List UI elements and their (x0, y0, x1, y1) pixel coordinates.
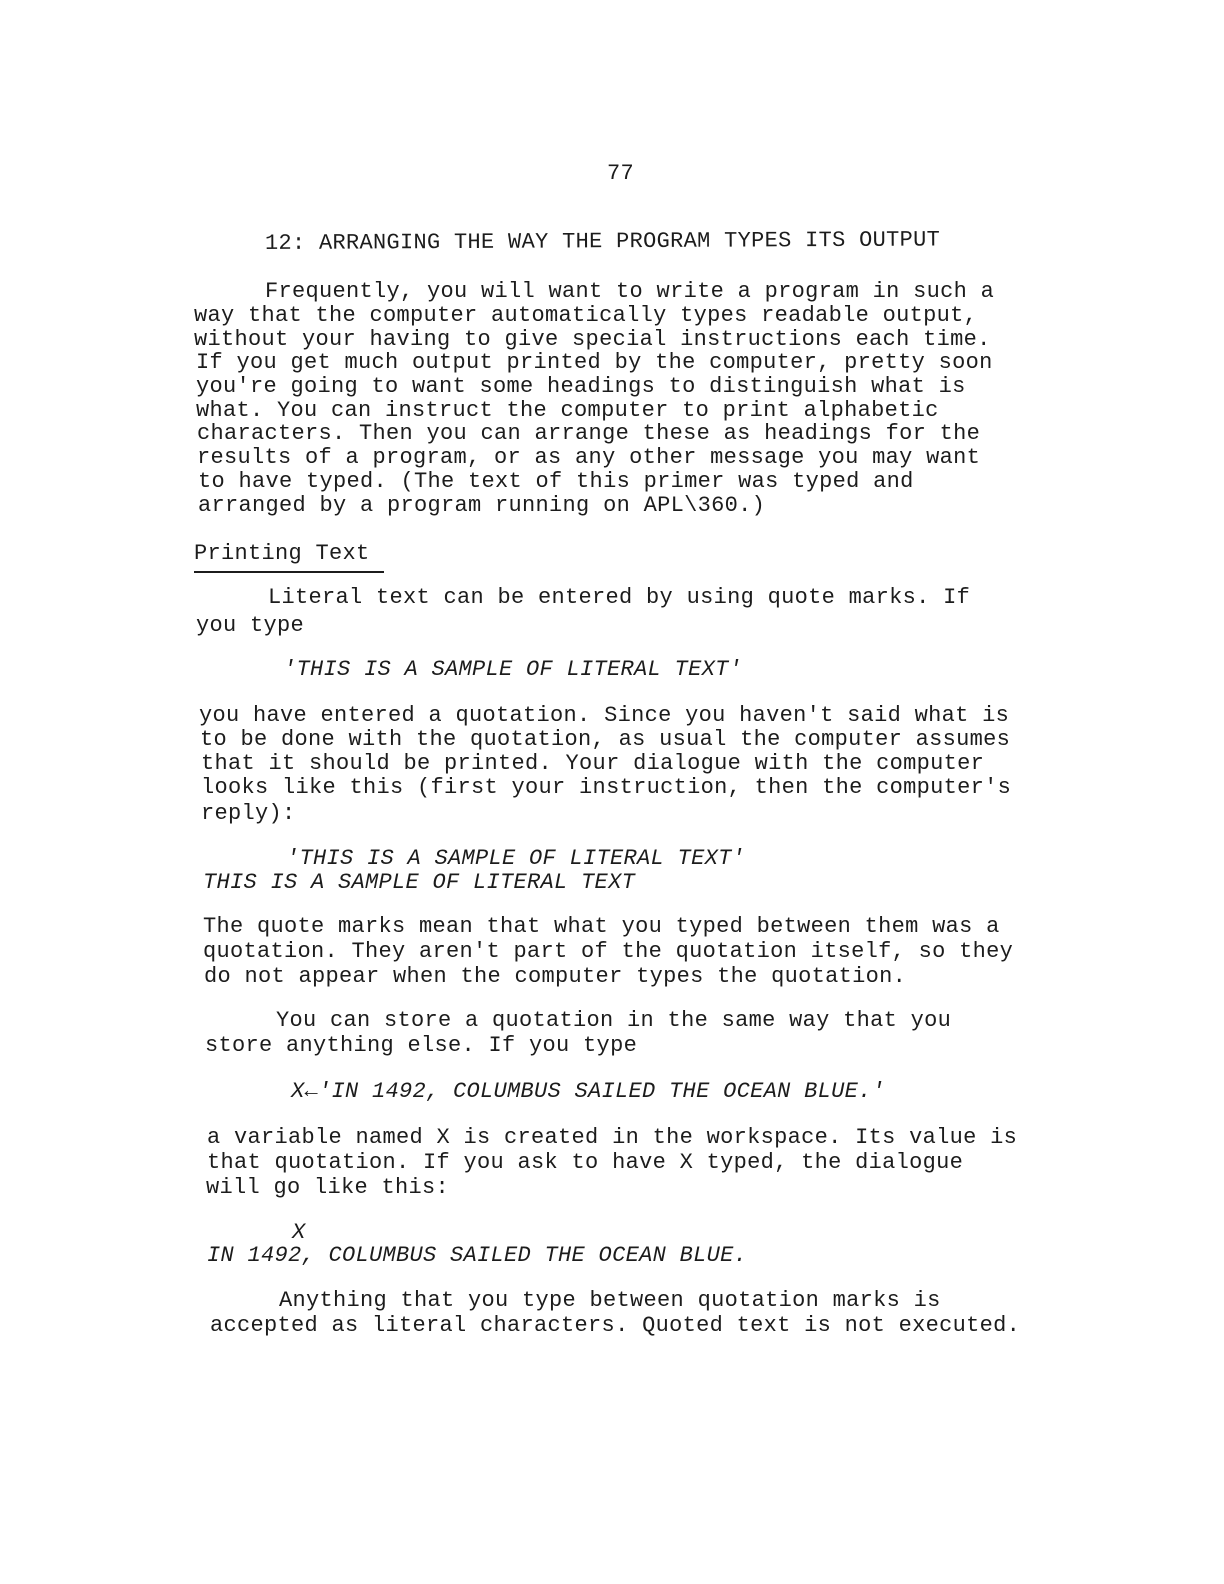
chapter-title: 12: ARRANGING THE WAY THE PROGRAM TYPES ITS OUTPUT (264, 227, 941, 256)
code-example-input: X (292, 1220, 306, 1245)
paragraph-line: you type (196, 613, 305, 638)
paragraph-line: accepted as literal characters. Quoted text is not executed. (210, 1313, 1021, 1338)
code-example-output: IN 1492, COLUMBUS SAILED THE OCEAN BLUE. (207, 1243, 748, 1268)
paragraph-line: The quote marks mean that what you typed between them was a (203, 914, 1000, 939)
intro-line: characters. Then you can arrange these as headings for the (197, 421, 981, 446)
paragraph-line: that quotation. If you ask to have X typed, the dialogue (207, 1150, 964, 1175)
paragraph-line: reply): (201, 801, 296, 826)
paragraph-line: You can store a quotation in the same way that you (276, 1008, 952, 1033)
code-example-output: THIS IS A SAMPLE OF LITERAL TEXT (203, 870, 636, 895)
intro-line: arranged by a program running on APL\360.) (198, 493, 766, 518)
intro-line: you're going to want some headings to distinguish what is (196, 374, 966, 399)
paragraph-line: Anything that you type between quotation marks is (279, 1288, 941, 1313)
intro-line: way that the computer automatically types readable output, (194, 303, 978, 328)
paragraph-line: quotation. They aren't part of the quotation itself, so they (203, 939, 1014, 964)
code-example-input: 'THIS IS A SAMPLE OF LITERAL TEXT' (286, 846, 746, 871)
paragraph-line: will go like this: (206, 1175, 450, 1200)
intro-line: what. You can instruct the computer to print alphabetic (196, 398, 939, 423)
paragraph-line: store anything else. If you type (205, 1033, 638, 1058)
intro-line: results of a program, or as any other message you may want (197, 445, 981, 470)
section-heading: Printing Text (194, 543, 384, 573)
paragraph-line: a variable named X is created in the workspace. Its value is (207, 1125, 1018, 1150)
paragraph-line: to be done with the quotation, as usual the computer assumes (200, 727, 1011, 752)
intro-line: without your having to give special instructions each time. (194, 327, 991, 352)
intro-line: Frequently, you will want to write a program in such a (265, 279, 995, 304)
page-number: 77 (607, 161, 635, 186)
paragraph-line: that it should be printed. Your dialogue with the computer (201, 751, 985, 776)
code-example: X←'IN 1492, COLUMBUS SAILED THE OCEAN BLUE.' (291, 1079, 886, 1104)
paragraph-line: looks like this (first your instruction, then the computer's (201, 775, 1012, 800)
code-example: 'THIS IS A SAMPLE OF LITERAL TEXT' (283, 657, 743, 682)
paragraph-line: you have entered a quotation. Since you haven't said what is (199, 703, 1010, 728)
paragraph-line: do not appear when the computer types the quotation. (204, 964, 907, 989)
paragraph-line: Literal text can be entered by using quote marks. If (268, 585, 971, 610)
intro-line: to have typed. (The text of this primer was typed and (198, 469, 914, 494)
intro-line: If you get much output printed by the computer, pretty soon (196, 350, 993, 375)
